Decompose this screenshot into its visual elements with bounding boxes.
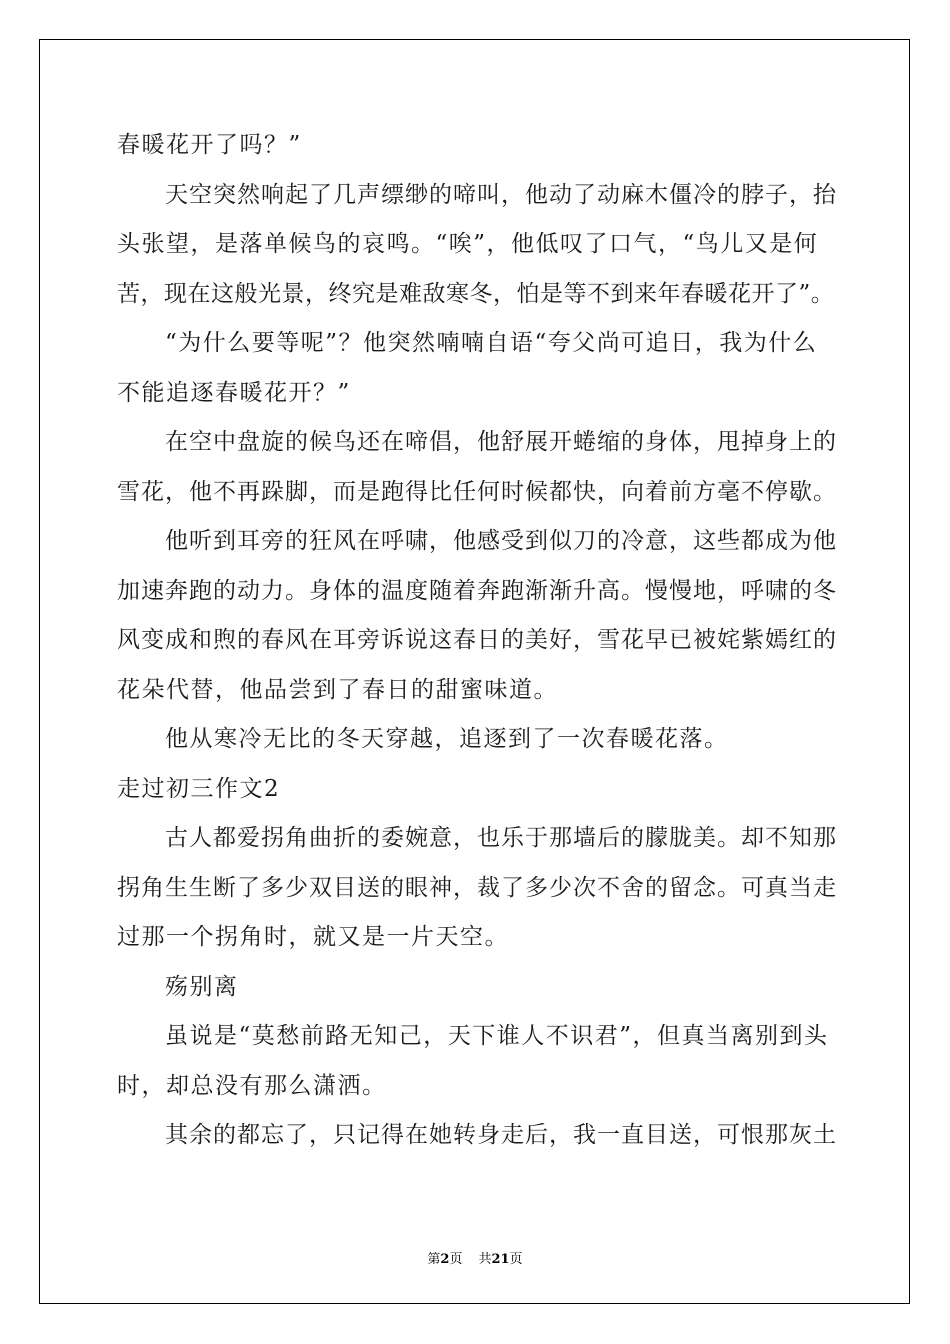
section-heading: 走过初三作文2 xyxy=(117,775,281,802)
text-line: 过那一个拐角时，就又是一片天空。 xyxy=(117,924,509,950)
text-line: 他从寒冷无比的冬天穿越，追逐到了一次春暖花落。 xyxy=(165,726,729,752)
subsection-heading: 殇别离 xyxy=(165,973,239,1000)
text-line: 时，却总没有那么潇洒。 xyxy=(117,1072,387,1099)
text-line: 苦，现在这般光景，终究是难敌寒冬，怕是等不到来年春暖花开了”。 xyxy=(117,280,835,307)
text-line: 在空中盘旋的候鸟还在啼倡，他舒展开蜷缩的身体，甩掉身上的 xyxy=(165,429,837,455)
page-number: 2 xyxy=(440,1252,450,1267)
total-suffix: 页 xyxy=(509,1252,523,1267)
total-pages: 21 xyxy=(491,1252,510,1267)
text-line: 天空突然响起了几声缥缈的啼叫，他动了动麻木僵冷的脖子，抬 xyxy=(165,181,837,208)
text-line: 不能追逐春暖花开？” xyxy=(117,379,351,406)
text-line: 花朵代替，他品尝到了春日的甜蜜味道。 xyxy=(117,676,558,703)
text-line: 头张望，是落单候鸟的哀鸣。“唉”，他低叹了口气，“鸟儿又是何 xyxy=(117,231,819,257)
document-body xyxy=(117,121,837,1161)
text-line: 加速奔跑的动力。身体的温度随着奔跑渐渐升高。慢慢地，呼啸的冬 xyxy=(117,577,837,604)
text-line: “为什么要等呢”？他突然喃喃自语“夸父尚可追日，我为什么 xyxy=(165,330,818,356)
text-line: 其余的都忘了，只记得在她转身走后，我一直目送，可恨那灰土 xyxy=(165,1122,837,1148)
page-prefix: 第 xyxy=(427,1252,441,1267)
page-suffix: 页 xyxy=(449,1252,463,1267)
text-line: 风变成和煦的春风在耳旁诉说这春日的美好，雪花早已被姹紫嫣红的 xyxy=(117,627,837,653)
text-line: 虽说是“莫愁前路无知己，天下谁人不识君”，但真当离别到头 xyxy=(165,1023,829,1049)
text-line: 春暖花开了吗？” xyxy=(117,132,302,158)
total-prefix: 共 xyxy=(478,1252,492,1267)
text-line: 古人都爱拐角曲折的委婉意，也乐于那墙后的朦胧美。却不知那 xyxy=(165,825,837,851)
text-line: 拐角生生断了多少双目送的眼神，裁了多少次不舍的留念。可真当走 xyxy=(117,874,837,901)
text-line: 他听到耳旁的狂风在呼啸，他感受到似刀的冷意，这些都成为他 xyxy=(165,528,837,554)
text-line: 雪花，他不再跺脚，而是跑得比任何时候都快，向着前方毫不停歇。 xyxy=(117,478,837,505)
page-footer xyxy=(0,1248,950,1267)
